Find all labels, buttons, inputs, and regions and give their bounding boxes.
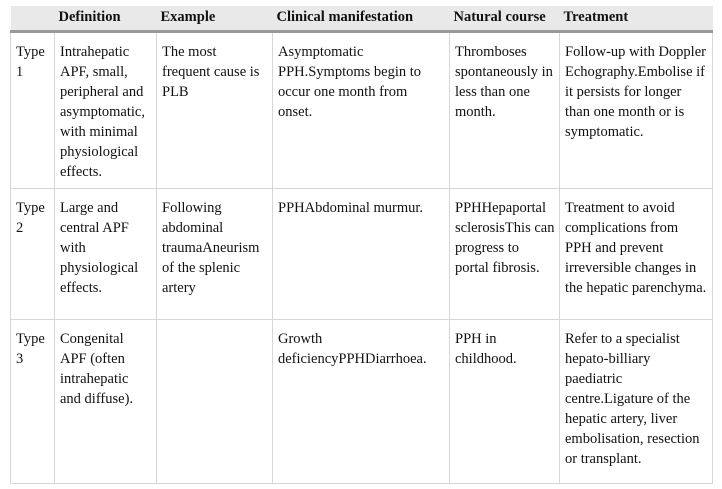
header-row bbox=[11, 6, 713, 32]
definition-cell bbox=[55, 189, 157, 320]
course-text: PPHHepaportal sclerosisThis can progress to portal fibrosis. bbox=[455, 200, 555, 276]
treatment-cell bbox=[560, 189, 713, 320]
treatment-text: Refer to a specialist hepato-billiary paediatric centre.Ligature of the hepatic artery, liver embolisation, resection or transplant. bbox=[565, 331, 700, 467]
type-label: Type 2 bbox=[16, 200, 45, 236]
clinical-text: Growth deficiencyPPHDiarrhoea. bbox=[278, 331, 427, 367]
course-text: Thromboses spontaneously in less than one month. bbox=[455, 44, 553, 120]
table-body bbox=[11, 32, 713, 484]
clinical-text: Asymptomatic PPH.Symptoms begin to occur one month from onset. bbox=[278, 44, 422, 120]
clinical-text: PPHAbdominal murmur. bbox=[278, 200, 424, 216]
definition-text: Intrahepatic APF, small, peripheral and asymptomatic, with minimal physiological effects. bbox=[60, 44, 145, 180]
treatment-cell bbox=[560, 32, 713, 189]
course-cell bbox=[450, 189, 560, 320]
course-cell bbox=[450, 320, 560, 484]
table-header bbox=[11, 6, 713, 32]
course-cell bbox=[450, 32, 560, 189]
type-cell bbox=[11, 320, 55, 484]
definition-cell bbox=[55, 32, 157, 189]
example-cell bbox=[157, 189, 273, 320]
clinical-cell bbox=[273, 320, 450, 484]
definition-cell bbox=[55, 320, 157, 484]
table-row bbox=[11, 320, 713, 484]
example-text: Following abdominal traumaAneurism of the splenic artery bbox=[162, 200, 260, 296]
example-cell bbox=[157, 320, 273, 484]
example-text: The most frequent cause is PLB bbox=[162, 44, 260, 100]
definition-text: Large and central APF with physiological effects. bbox=[60, 200, 139, 296]
header-natural-course: Natural course bbox=[450, 6, 560, 32]
header-example: Example bbox=[157, 6, 273, 32]
example-cell bbox=[157, 32, 273, 189]
table-row bbox=[11, 32, 713, 189]
type-label: Type 1 bbox=[16, 44, 45, 80]
treatment-text: Follow-up with Doppler Echography.Embolise if it persists for longer than one month or is symptomatic. bbox=[565, 44, 706, 140]
header-treatment: Treatment bbox=[560, 6, 713, 32]
apf-classification-table bbox=[10, 6, 713, 484]
type-label: Type 3 bbox=[16, 331, 45, 367]
treatment-cell bbox=[560, 320, 713, 484]
type-cell bbox=[11, 32, 55, 189]
clinical-cell bbox=[273, 32, 450, 189]
course-text: PPH in childhood. bbox=[455, 331, 517, 367]
type-cell bbox=[11, 189, 55, 320]
definition-text: Congenital APF (often intrahepatic and diffuse). bbox=[60, 331, 134, 407]
header-clinical-manifestation: Clinical manifestation bbox=[273, 6, 450, 32]
clinical-cell bbox=[273, 189, 450, 320]
header-type bbox=[11, 6, 55, 32]
header-definition: Definition bbox=[55, 6, 157, 32]
table-row bbox=[11, 189, 713, 320]
treatment-text: Treatment to avoid complications from PPH and prevent irreversible changes in the hepatic parenchyma. bbox=[565, 200, 707, 296]
